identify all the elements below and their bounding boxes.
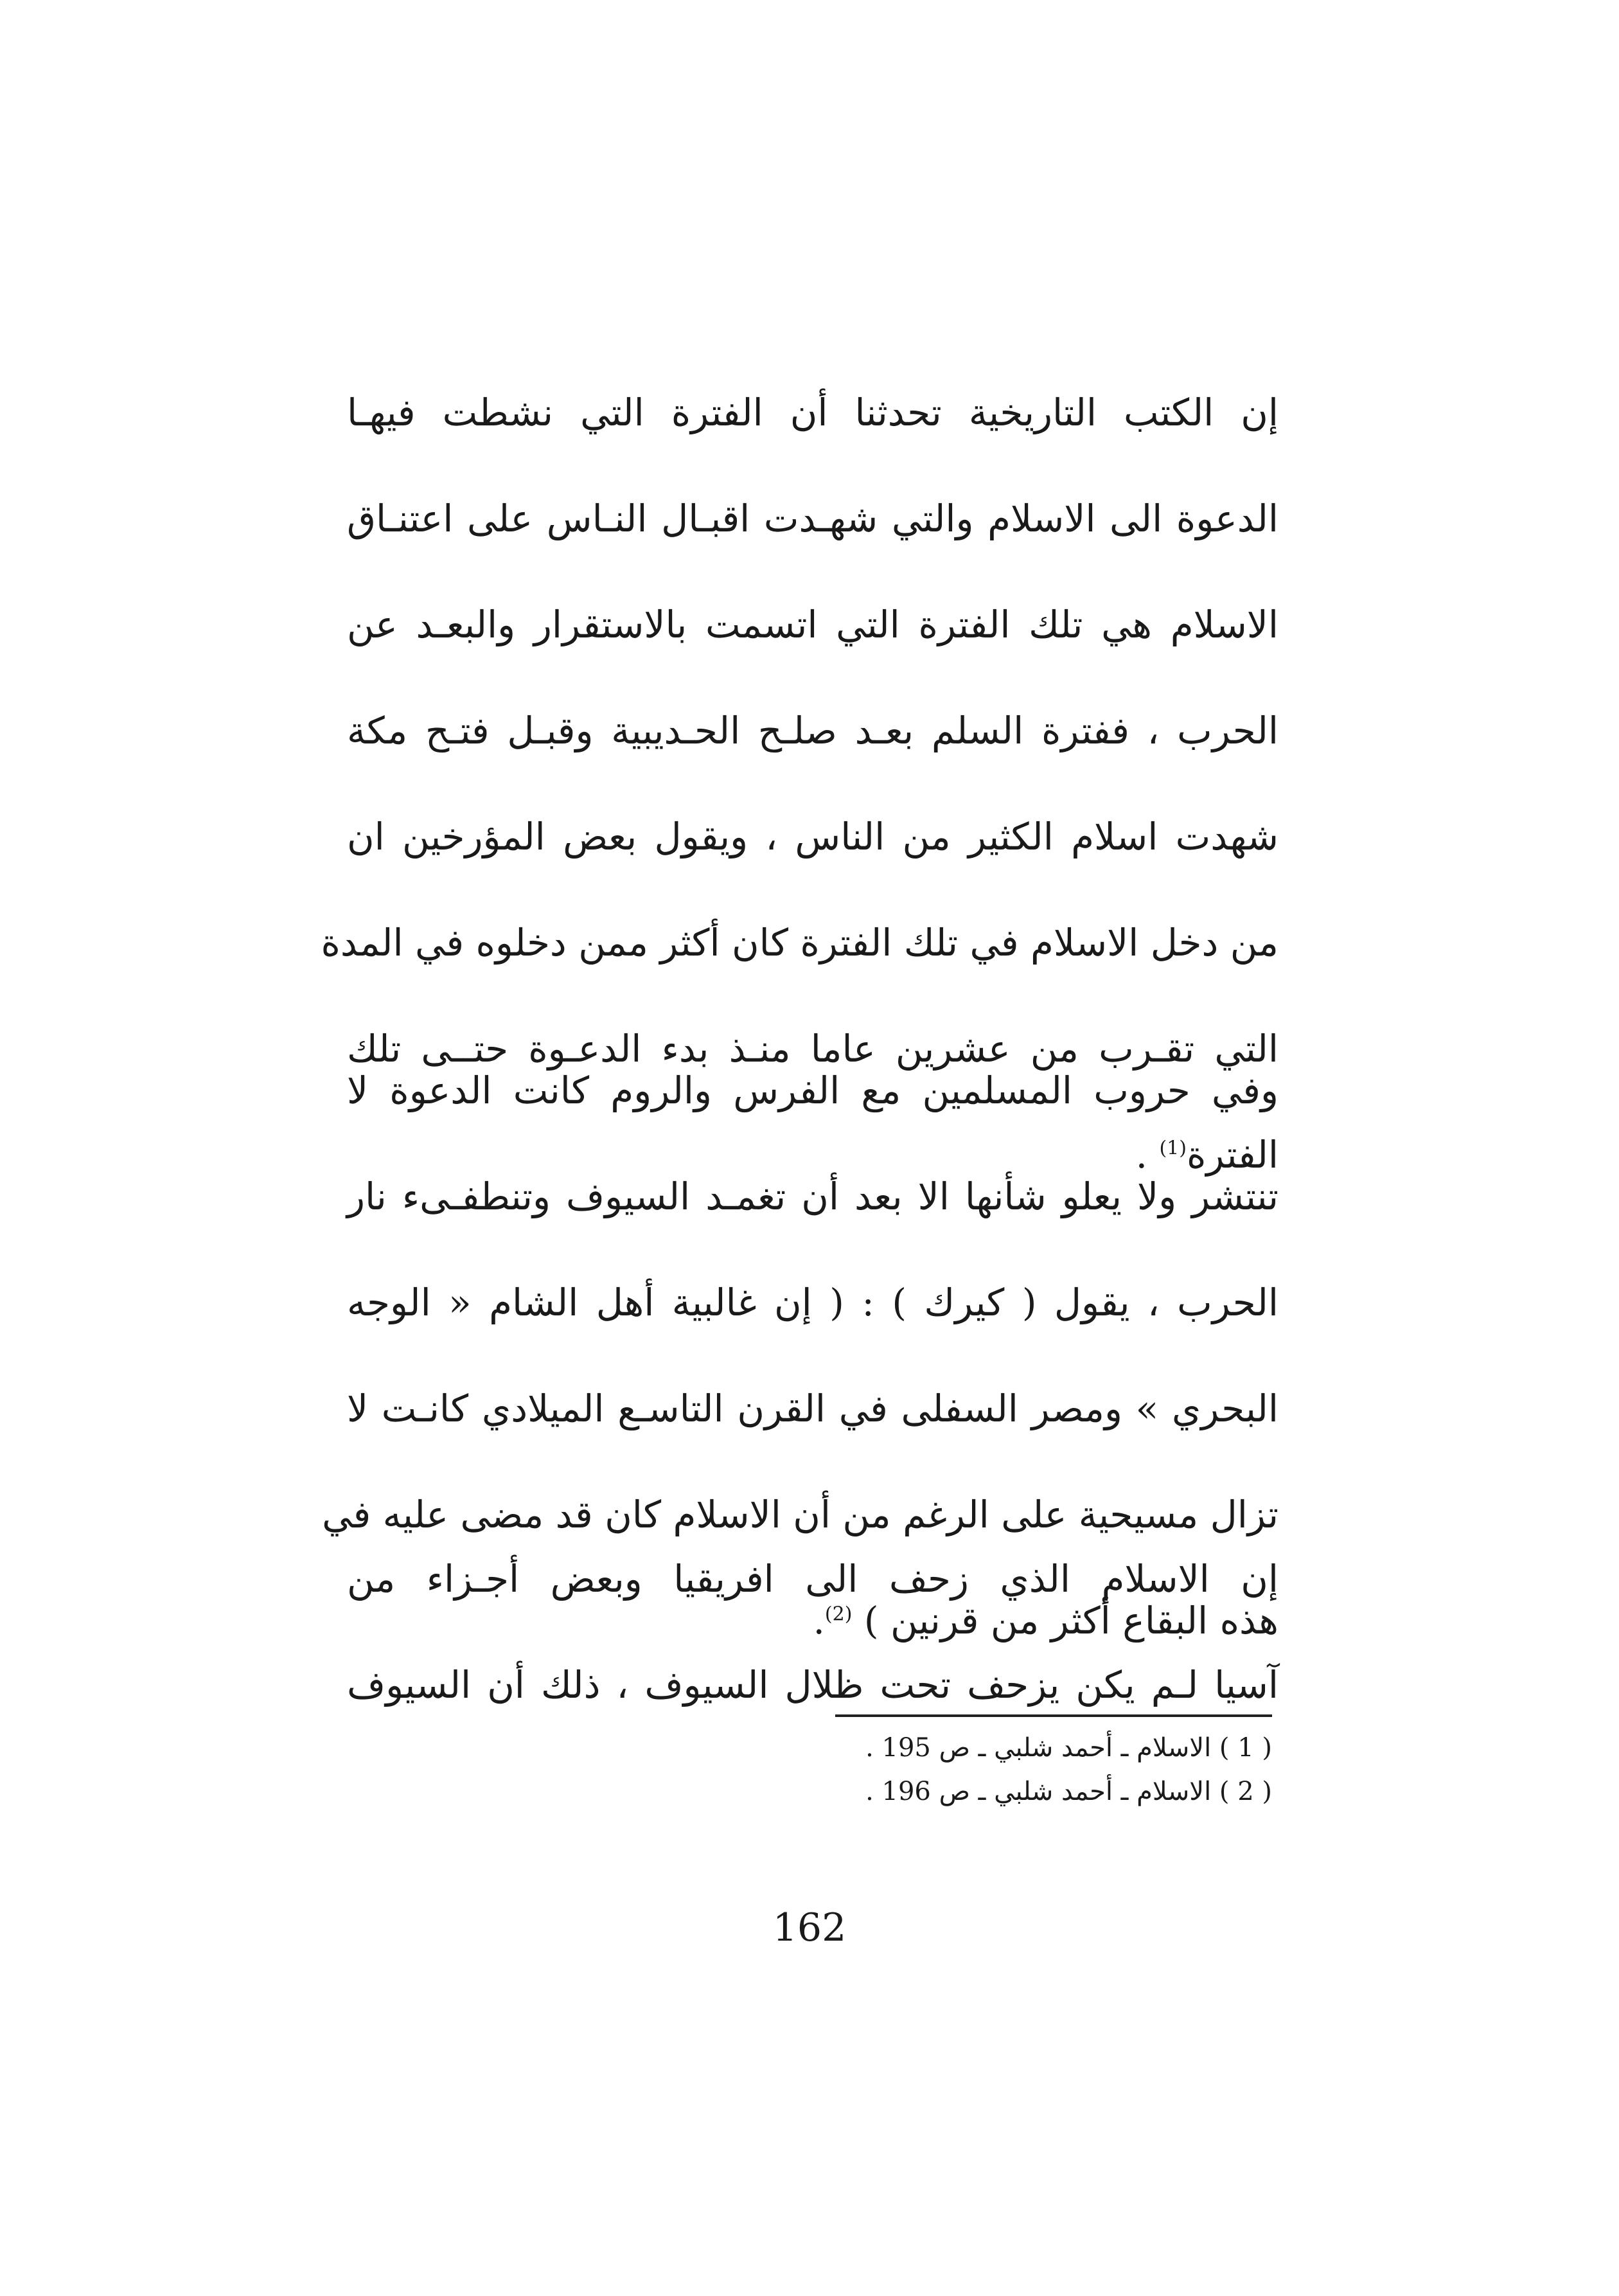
text-line: الحرب ، يقول ( كيرك ) : ( إن غالبية أهل الشام « الوجه bbox=[347, 1281, 1278, 1324]
footnote-reference-2: (2) bbox=[824, 1603, 853, 1626]
text-line: وفي حروب المسلمين مع الفرس والروم كانت الدعوة لا bbox=[347, 1069, 1278, 1112]
paragraph-3 bbox=[347, 1526, 1278, 1738]
footnotes bbox=[745, 1726, 1272, 1813]
text-line: تنتشر ولا يعلو شأنها الا بعد أن تغمـد السيوف وتنطفـىء نار bbox=[347, 1175, 1278, 1218]
page-number: 162 bbox=[772, 1905, 847, 1950]
text-line: إن الكتب التاريخية تحدثنا أن الفترة التي نشطت فيهـا bbox=[347, 391, 1278, 434]
text-line: إن الاسلام الذي زحف الى افريقيا وبعض أجـزاء من bbox=[347, 1557, 1278, 1601]
text-line: شهدت اسلام الكثير من الناس ، ويقول بعض المؤرخين ان bbox=[347, 815, 1278, 859]
text-line: التي تقـرب من عشرين عاما منـذ بدء الدعـوة حتــى تلك bbox=[347, 1027, 1278, 1071]
text-line: آسيا لـم يكن يزحف تحت ظلال السيوف ، ذلك أن السيوف bbox=[347, 1663, 1278, 1707]
text-line: من دخل الاسلام في تلك الفترة كان أكثر ممن دخلوه في المدة bbox=[321, 921, 1278, 965]
text-line: الدعوة الى الاسلام والتي شهـدت اقبـال النـاس على اعتنـاق bbox=[347, 497, 1278, 540]
footnote-2: ( 2 ) الاسلام ـ أحمد شلبي ـ ص 196 . bbox=[865, 1777, 1272, 1806]
footnote-divider bbox=[835, 1714, 1272, 1717]
sentence-end-mark: . bbox=[1135, 1133, 1147, 1177]
footnote-reference-1: (1) bbox=[1159, 1137, 1187, 1160]
footnote-1: ( 1 ) الاسلام ـ أحمد شلبي ـ ص 195 . bbox=[865, 1733, 1272, 1763]
sentence-end-mark: . bbox=[813, 1599, 825, 1642]
text-line-words: الفترة bbox=[1186, 1133, 1278, 1177]
text-line: تزال مسيحية على الرغم من أن الاسلام كان قد مضى عليه في bbox=[322, 1493, 1278, 1536]
text-line: البحري » ومصر السفلى في القرن التاسـع الميلادي كانـت لا bbox=[347, 1387, 1278, 1430]
text-line: الحرب ، ففترة السلم بعـد صلـح الحـديبية وقبـل فتـح مكة bbox=[347, 709, 1278, 752]
text-line: الاسلام هي تلك الفترة التي اتسمت بالاستقرار والبعـد عن bbox=[347, 603, 1278, 646]
text-line-words: هذه البقاع أكثر من قرنين ) bbox=[863, 1599, 1278, 1642]
